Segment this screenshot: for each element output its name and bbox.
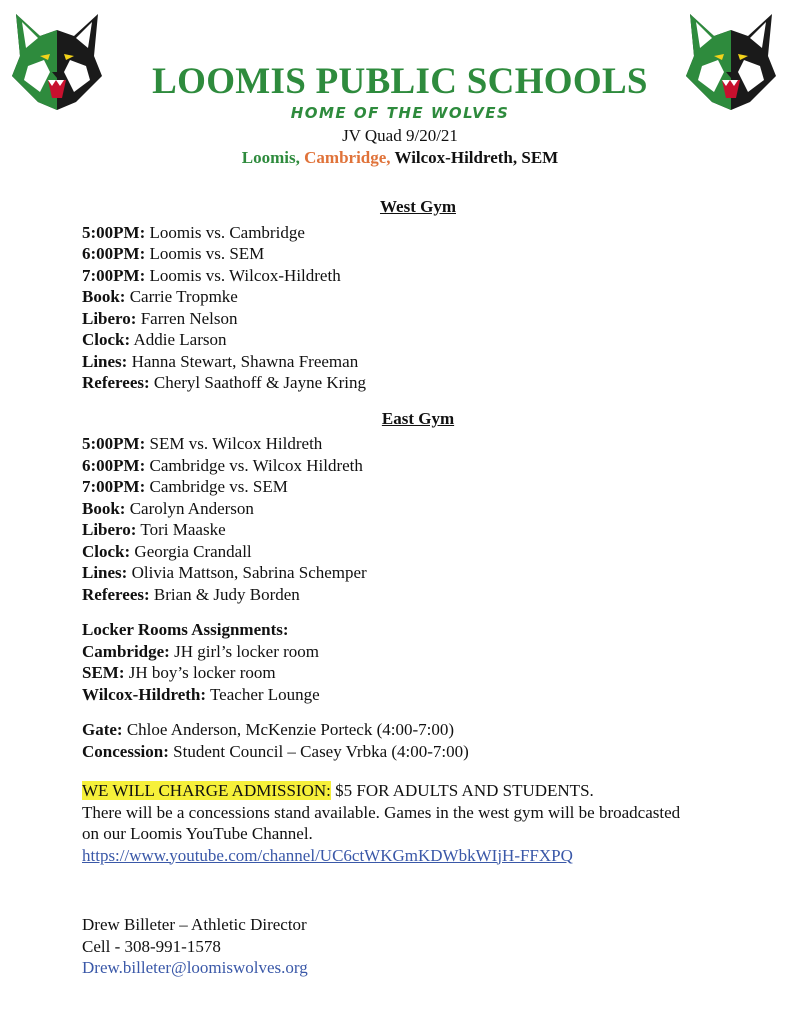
locker-room-row — [82, 684, 762, 706]
row-label: Referees: — [82, 373, 150, 392]
row-label: SEM: — [82, 663, 125, 682]
east-gym-title: East Gym — [381, 408, 455, 428]
west-gym-row — [82, 372, 762, 394]
row-label: Referees: — [82, 584, 150, 604]
admission-price: $5 FOR ADULTS AND STUDENTS. — [330, 781, 594, 800]
staff-row — [82, 741, 762, 763]
row-label: Libero: — [82, 308, 137, 328]
team-list — [0, 148, 800, 168]
west-gym-row — [82, 308, 762, 330]
row-label: Wilcox-Hildreth: — [82, 684, 207, 704]
row-value: Loomis vs. Wilcox-Hildreth — [149, 265, 341, 285]
row-value: Carolyn Anderson — [129, 498, 254, 518]
east-gym-row — [82, 433, 762, 455]
row-label: Book: — [82, 287, 126, 306]
west-gym-row — [82, 351, 762, 373]
east-gym-row — [82, 541, 762, 563]
row-value: Teacher Lounge — [209, 684, 320, 704]
staff-row — [82, 719, 762, 741]
row-label: 5:00PM: — [82, 434, 146, 453]
east-gym-row — [82, 584, 762, 606]
west-gym-row — [82, 243, 762, 265]
row-label: Clock: — [82, 330, 131, 349]
row-label: Clock: — [82, 541, 131, 561]
team-cambridge: Cambridge, — [304, 148, 391, 167]
west-gym-row — [82, 286, 762, 308]
row-value: JH girl’s locker room — [174, 641, 320, 661]
row-value: Georgia Crandall — [134, 541, 252, 561]
row-value: Student Council – Casey Vrbka (4:00-7:00) — [173, 741, 469, 761]
row-value: Addie Larson — [133, 330, 227, 349]
event-title: JV Quad 9/20/21 — [342, 126, 458, 145]
row-label: 5:00PM: — [82, 222, 146, 242]
row-label: Cambridge: — [82, 641, 170, 661]
row-label: 7:00PM: — [82, 477, 146, 496]
row-value: Cambridge vs. SEM — [149, 477, 288, 496]
team-others: Wilcox-Hildreth, SEM — [394, 148, 559, 167]
east-gym-row — [82, 476, 762, 498]
west-gym-row — [82, 222, 762, 244]
row-label: Book: — [82, 498, 126, 518]
row-label: Lines: — [82, 351, 128, 371]
east-gym-section — [82, 408, 762, 606]
row-label: Concession: — [82, 741, 169, 761]
locker-rooms-title — [82, 619, 762, 641]
row-value: Brian & Judy Borden — [153, 584, 300, 604]
row-value: Farren Nelson — [140, 308, 238, 328]
east-gym-row — [82, 455, 762, 477]
locker-room-row — [82, 662, 762, 684]
row-value: JH boy’s locker room — [128, 663, 276, 682]
row-value: Loomis vs. SEM — [149, 244, 265, 263]
row-label: Gate: — [82, 720, 123, 739]
contact-email-link[interactable]: Drew.billeter@loomiswolves.org — [82, 958, 308, 977]
row-value: Carrie Tropmke — [129, 287, 238, 306]
row-value: Tori Maaske — [140, 520, 226, 539]
admission-line — [82, 780, 762, 802]
locker-room-row — [82, 641, 762, 663]
school-name: LOOMIS PUBLIC SCHOOLS — [152, 61, 648, 102]
school-tagline: HOME OF THE WOLVES — [290, 104, 510, 122]
team-loomis: Loomis, — [241, 148, 300, 167]
row-value: Cambridge vs. Wilcox Hildreth — [149, 455, 363, 475]
west-gym-row — [82, 265, 762, 287]
west-gym-title: West Gym — [379, 197, 457, 216]
row-label: 6:00PM: — [82, 244, 146, 263]
admission-section — [82, 780, 762, 866]
row-label: Libero: — [82, 520, 137, 539]
youtube-link[interactable]: https://www.youtube.com/channel/UC6ctWKGmKDWbkWIjH-FFXPQ — [82, 845, 573, 865]
row-value: SEM vs. Wilcox Hildreth — [149, 434, 323, 453]
east-gym-row — [82, 519, 762, 541]
admission-info-2: on our Loomis YouTube Channel. — [82, 824, 313, 843]
staff-section — [82, 719, 762, 762]
west-gym-section — [82, 196, 762, 394]
admission-info: There will be a concessions stand available. Games in the west gym will be broadcasted — [82, 802, 681, 822]
contact-cell: Cell - 308-991-1578 — [82, 936, 221, 956]
row-label: 7:00PM: — [82, 265, 146, 285]
row-value: Cheryl Saathoff & Jayne Kring — [153, 373, 367, 392]
contact-name: Drew Billeter – Athletic Director — [82, 915, 307, 934]
locker-rooms-section — [82, 619, 762, 705]
east-gym-row — [82, 562, 762, 584]
east-gym-row — [82, 498, 762, 520]
row-label: Lines: — [82, 563, 128, 582]
contact-section — [82, 914, 762, 979]
row-value: Olivia Mattson, Sabrina Schemper — [131, 563, 367, 582]
row-value: Chloe Anderson, McKenzie Porteck (4:00-7:00) — [126, 720, 455, 739]
row-value: Hanna Stewart, Shawna Freeman — [131, 351, 359, 371]
west-gym-row — [82, 329, 762, 351]
section-heading: Locker Rooms Assignments: — [82, 620, 289, 639]
document-header — [0, 62, 800, 168]
document-body — [82, 196, 762, 993]
admission-highlight: WE WILL CHARGE ADMISSION: — [82, 781, 331, 800]
row-label: 6:00PM: — [82, 455, 146, 475]
row-value: Loomis vs. Cambridge — [149, 222, 305, 242]
